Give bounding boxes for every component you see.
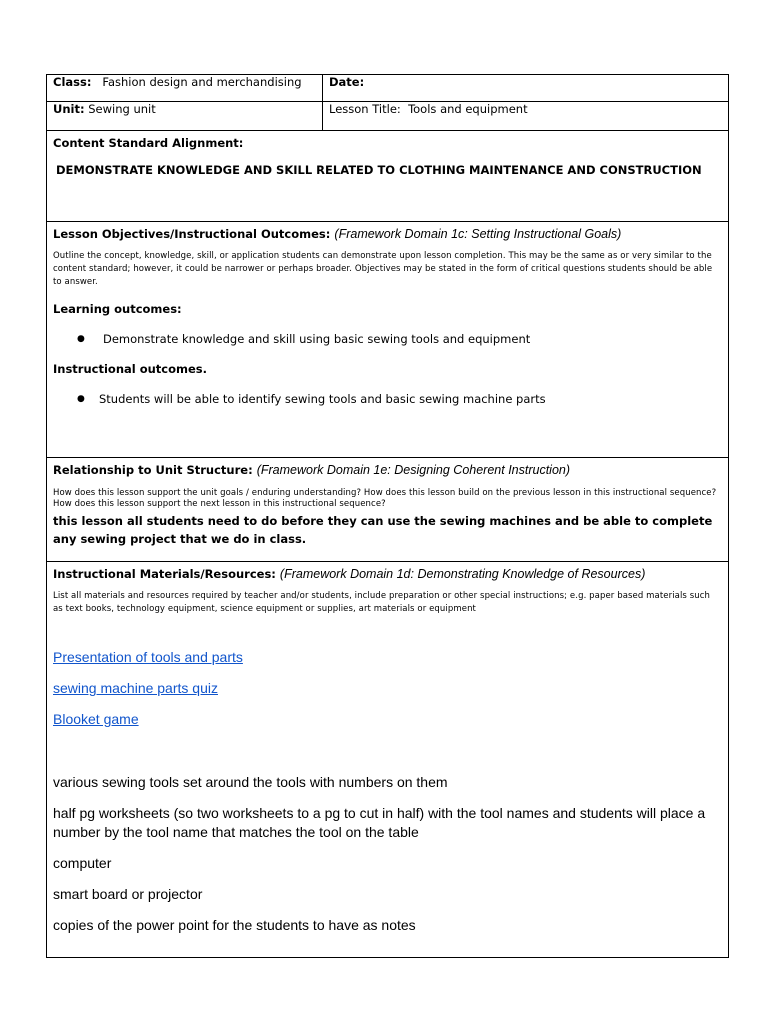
content-standard-cell [47, 131, 729, 222]
materials-list [53, 773, 722, 935]
presentation-link[interactable]: Presentation of tools and parts [53, 649, 243, 665]
date-cell [323, 75, 729, 102]
relationship-instructions: How does this lesson support the unit goals / enduring understanding? How does this lesson build on the previous lesson in this instructional sequence? How does this lesson support the next lesson in this instructional sequence? [53, 488, 717, 509]
objectives-instructions: Outline the concept, knowledge, skill, or application students can demonstrate upon lesson completion. This may be the same as or very similar to the content standard; however, it could be narrower or perhaps broader. Objectives may be stated in the form of critical questions students should be able to answer. [53, 251, 713, 287]
instructional-outcomes-list [53, 391, 722, 407]
materials-cell [47, 562, 729, 958]
list-item: ● Demonstrate knowledge and skill using basic sewing tools and equipment [77, 331, 722, 347]
learning-outcomes-list [53, 331, 722, 347]
instructional-outcomes-label: Instructional outcomes. [53, 362, 208, 376]
material-item: copies of the power point for the students to have as notes [53, 917, 416, 933]
objectives-cell [47, 222, 729, 458]
material-item: smart board or projector [53, 886, 203, 902]
materials-framework: (Framework Domain 1d: Demonstrating Knowledge of Resources) [279, 567, 646, 581]
material-item: various sewing tools set around the tools with numbers on them [53, 774, 448, 790]
material-item: computer [53, 855, 112, 871]
class-value: Fashion design and merchandising [102, 75, 302, 89]
class-label: Class: [53, 75, 92, 89]
materials-heading: Instructional Materials/Resources: [53, 567, 276, 581]
content-standard-text: DEMONSTRATE KNOWLEDGE AND SKILL RELATED TO CLOTHING MAINTENANCE AND CONSTRUCTION [56, 163, 702, 177]
date-label: Date: [329, 75, 365, 89]
learning-outcomes-label: Learning outcomes: [53, 302, 182, 316]
objectives-framework: (Framework Domain 1c: Setting Instructional Goals) [334, 227, 622, 241]
lesson-title-value: Tools and equipment [408, 102, 528, 116]
unit-label: Unit: [53, 102, 85, 116]
materials-instructions: List all materials and resources required by teacher and/or students, include preparation or other special instructions; e.g. paper based materials such as text books, technology equipment, science equipment or supplies, art materials or equipment [53, 591, 711, 614]
materials-heading-line [53, 566, 722, 582]
relationship-heading-line [53, 462, 722, 478]
relationship-cell [47, 458, 729, 562]
unit-value: Sewing unit [88, 102, 156, 116]
objectives-heading: Lesson Objectives/Instructional Outcomes: [53, 227, 331, 241]
content-standard-heading: Content Standard Alignment: [53, 136, 244, 150]
material-item: half pg worksheets (so two worksheets to a pg to cut in half) with the tool names and students will place a number by the tool name that matches the tool on the table [53, 805, 706, 840]
relationship-heading: Relationship to Unit Structure: [53, 463, 253, 477]
class-cell [47, 75, 323, 102]
lesson-plan-table [46, 74, 729, 958]
relationship-framework: (Framework Domain 1e: Designing Coherent Instruction) [256, 463, 571, 477]
relationship-answer: this lesson all students need to do before they can use the sewing machines and be able to complete any sewing project that we do in class. [53, 514, 713, 546]
objectives-heading-line [53, 226, 722, 242]
resource-links [53, 648, 722, 728]
unit-cell [47, 102, 323, 131]
quiz-link[interactable]: sewing machine parts quiz [53, 680, 218, 696]
lesson-title-cell [323, 102, 729, 131]
lesson-title-label: Lesson Title: [329, 102, 401, 116]
blooket-game-link[interactable]: Blooket game [53, 711, 139, 727]
list-item: ● Students will be able to identify sewing tools and basic sewing machine parts [77, 391, 722, 407]
